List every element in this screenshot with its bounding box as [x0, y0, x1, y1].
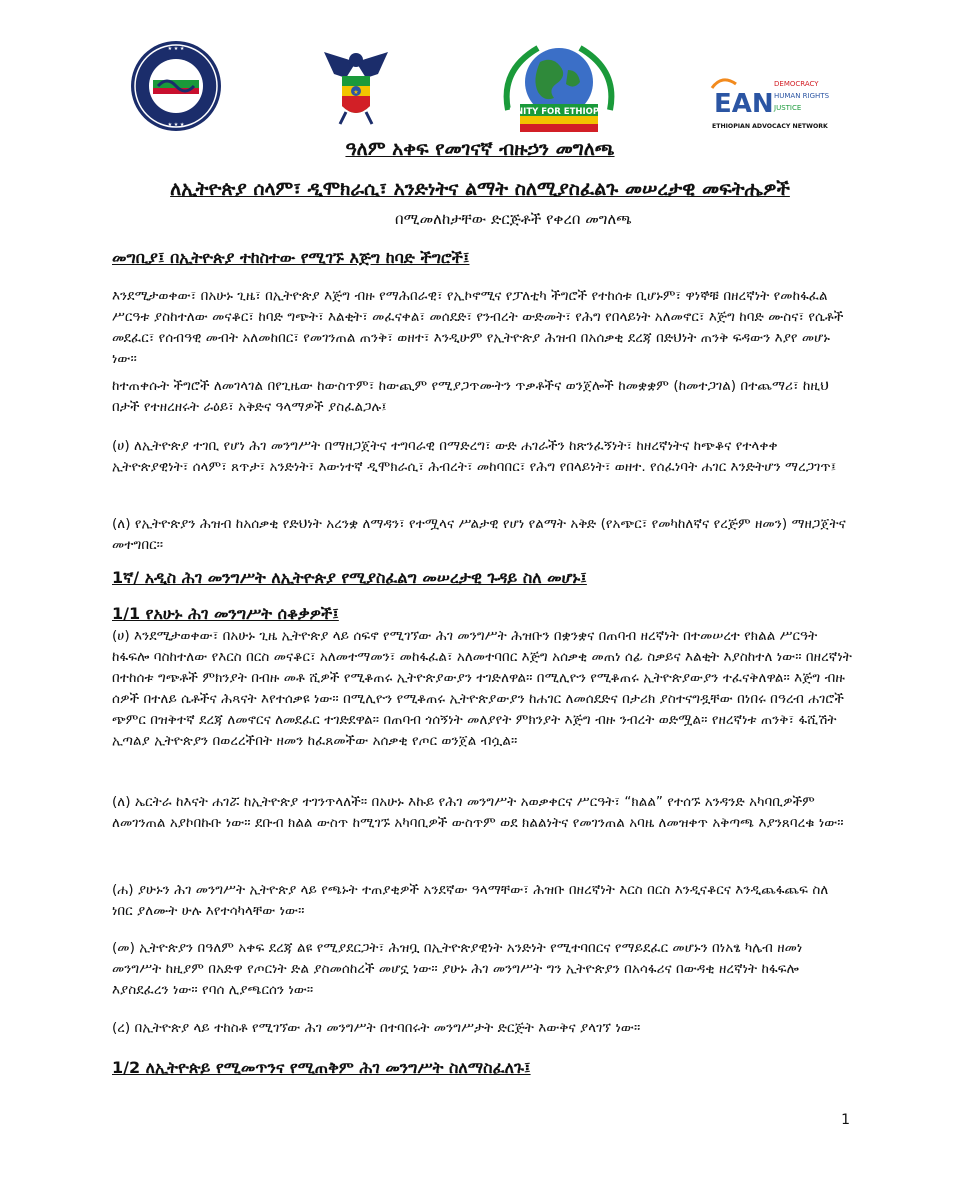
logo4-tagline-2: HUMAN RIGHTS: [774, 92, 830, 100]
document-title: ዓለም አቀፍ የመገናኛ ብዙኃን መግለጫ: [345, 138, 615, 160]
logo4-tagline-1: DEMOCRACY: [774, 80, 819, 88]
section-one-subheading-2: 1/2 ለኢትዮጵይ የሚመጥንና የሚጠቅም ሕገ መንግሥት ስለማስፈለጉ፤: [112, 1058, 531, 1077]
civic-council-logo: [130, 40, 222, 132]
section-one-paragraph-1: (ሀ) እንደሚታወቀው፣ በአሁኑ ጊዜ ኢትዮጵያ ላይ ሰፍኖ የሚገኘው ሕገ መንግሥት ሕዝቡን በቋንቋና በጠባብ ዘረኛነት በተመሠረተ የክልል ሥርዓት ከፋፍሎ ባስከተለው የእርስ በርስ መናቆር፣ አለመተማመን፣ መከፋፈል፣ አለመተባበር እጅግ አሰቃቂ መጠነ ሰፊ ስቃይና እልቂት እያስከተለ ነው። በዘረኛነት በተከሰቱ ግጭቶች ምክንያት በብዙ መቶ ሺዎች የሚቆጠሩ ኢትዮጵያውያን ተገድለዋል። በሚሊዮን የሚቆጠሩ ኢትዮጵያውያን ተፈናቅለዋል። እጅግ ብዙ ሰዎች በተለይ ሴቶችና ሕጻናት እየተሰቃዩ ነው። በሚሊዮን የሚቆጠሩ ኢትዮጵያውያን ከሐገር ለመሰደድና በታሪክ ያስተናግዷቸው በነበሩ በዓረብ ሐገሮች ጭምር በዝቅተኛ ደረጃ ለመኖርና ለመደፈር ተገድደዋል። በጠባብ ጎሰኝነት መለያየት ምክንያት እጅግ ብዙ ንብረት ወድሟል። የዘረኛነቱ ጠንቅ፣ ፋሺሽት ኢጣልያ ኢትዮጵያን በወረረችበት ዘመን ከፈጸመችው አሰቃቂ የጦር ወንጀል ብሷል።: [112, 628, 852, 749]
eagle-flag-logo: [320, 48, 392, 128]
logo-row: [0, 36, 960, 132]
logo4-tagline-3: JUSTICE: [774, 104, 802, 112]
section-one-paragraph-3: (ሐ) ያሁኑን ሕገ መንግሥት ኢትዮጵያ ላይ የጫኑት ተጠያቂዎች አንደኛው ዓላማቸው፣ ሕዝቡ በዘረኛነት እርስ በርስ እንዲናቆርና እንዲጨፋጨፍ ስለ ነበር ያለሙት ሁሉ እየተሳካላቸው ነው።: [112, 882, 829, 919]
section-one-paragraph-5: (ረ) በኢትዮጵያ ላይ ተከስቶ የሚገኘው ሕገ መንግሥት በተባበሩት መንግሥታት ድርጅት እውቅና ያላገኘ ነው።: [112, 1020, 641, 1036]
svg-text:★ ★ ★: ★ ★ ★: [167, 122, 185, 128]
intro-paragraph-4: (ለ) የኢትዮጵያን ሕዝብ ከአሰቃቂ የድህነት አረንቋ ለማዳን፣ የተሟላና ሥልታዊ የሆነ የልማት አቅድ (የአጭር፣ የመካከለኛና የረጅም ዘመን) ማዘጋጀትና መተግበር፡፡: [112, 516, 846, 553]
intro-paragraph-2: ከተጠቀሱት ችግሮች ለመገላገል በየጊዜው ከውስጥም፣ ከውጪም የሚያጋጥሙትን ጥቃቶችና ወንጀሎች ከመቋቋም (ከመተጋገል) በተጨማሪ፣ ከዚህ በታች የተዘረዘሩት ራዕይ፣ አቅድና ዓላማዎች ያስፈልጋሉ፤: [112, 378, 829, 415]
advocacy-network-logo: [710, 76, 840, 136]
page-number: 1: [841, 1112, 850, 1128]
document-byline: በሚመለከታቸው ድርጅቶች የቀረበ መግለጫ: [395, 210, 632, 228]
unity-for-ethiopia-logo: [500, 40, 618, 140]
intro-paragraph-3: (ሀ) ለኢትዮጵያ ተገቢ የሆነ ሕገ መንግሥት በማዘጋጀትና ተግባራዊ በማድረግ፣ ውድ ሐገራችን ከጽንፈኝነት፣ ከዘረኛነትና ከጭቆና የተላቀቀ ኢትዮጵያዊነት፣ ሰላም፣ ጸጥታ፣ አንድነት፣ እውነተኛ ዲሞክራሲ፣ ሕብረት፣ መከባበር፣ የሕግ የበላይነት፣ ወዘተ. የሰፈነባት ሐገር እንድትሆን ማረጋገጥ፤: [112, 438, 837, 475]
section-one-heading: 1ኛ/ አዲስ ሕገ መንግሥት ለኢትዮጵያ የሚያስፈልግ መሠረታዊ ጉዳይ ስለ መሆኑ፤: [112, 568, 587, 587]
svg-text:★ ★ ★: ★ ★ ★: [167, 46, 185, 52]
section-one-paragraph-4: (መ) ኢትዮጵያን በዓለም አቀፍ ደረጃ ልዩ የሚያደርጋት፣ ሕዝቧ በኢትዮጵያዊነት አንድነት የሚተባበርና የማይደፈር መሆኑን በነአፄ ካሌብ ዘመነ መንግሥት ከዚያም በአድዋ የጦርነት ድል ያስመሰከረች መሆኗ ነው። ያሁኑ ሕገ መንግሥት ግን ኢትዮጵያን በአሳፋሪና በውዳቂ ዘረኛነት ከፋፍሎ እያስደፈረን ነው። የባሰ ሊያጫርሰን ነው።: [112, 940, 803, 998]
section-intro-heading: መግቢያ፤ በኢትዮጵያ ተከስተው የሚገኙ እጅግ ከባድ ችግሮች፤: [112, 248, 470, 267]
logo3-label: UNITY FOR ETHIOPIA: [509, 107, 609, 117]
section-one-paragraph-2: (ለ) ኤርትራ ከእናት ሐገሯ ከኢትዮጵያ ተገንጥላለች። በአሁኑ እኩይ የሕገ መንግሥት አወቃቀርና ሥርዓት፣ “ክልል” የተሰኙ አንዳንድ አካባቢዎችም ለመገንጠል አያኮበኩቡ ነው። ደቡብ ክልል ውስጥ ከሚገኙ አካባቢዎች ውስጥም ወደ ክልልነትና የመገንጠል አባዜ ለመዝቀጥ አቅጣጫ እያንጸባረቁ ነው።: [112, 794, 844, 831]
logo4-name: ETHIOPIAN ADVOCACY NETWORK: [712, 123, 828, 130]
document-subtitle: ለኢትዮጵያ ሰላም፣ ዲሞክራሲ፣ አንድነትና ልማት ስለሚያስፈልጉ መሠረታዊ መፍትሔዎች: [170, 178, 790, 200]
intro-paragraph-1: እንደሚታወቀው፣ በአሁኑ ጊዜ፣ በኢትዮጵያ እጅግ ብዙ የማሕበራዊ፣ የኢኮኖሚና የፓለቲካ ችግሮች የተከሰቱ ቢሆኑም፣ ዋነኞቹ በዘረኛነት የመከፋፈል ሥርዓቱ ያስከተለው መናቆር፣ ከባድ ግጭት፣ እልቂት፣ መፈናቀል፣ መሰደድ፣ የንብረት ውድመት፣ የሕግ የበላይነት አለመኖር፣ እጅግ ከባድ ሙስና፣ የሴቶች መደፈር፣ የሰብዓዊ መብት አለመከበር፣ የመገንጠል ጠንቅ፣ ወዘተ፣ እንዲሁም የኢትዮጵያ ሕዝብ በአሰቃቂ ደረጃ በድህነት ጠንቅ ፍዳውን እያየ መሆኑ ነው፡፡: [112, 288, 844, 367]
svg-text:★: ★: [353, 89, 359, 96]
logo4-abbr: EAN: [714, 89, 774, 119]
section-one-subheading: 1/1 የአሁኑ ሕገ መንግሥት ሰቆቃዎች፤: [112, 604, 339, 623]
